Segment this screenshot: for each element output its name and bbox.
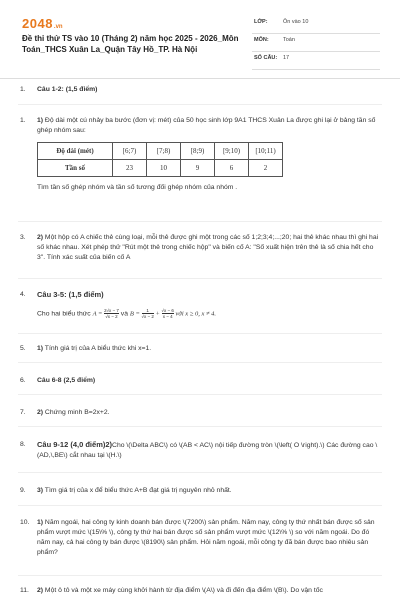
question-part-label: 2) <box>37 234 44 241</box>
math-fraction <box>142 308 154 319</box>
divider <box>18 278 382 279</box>
question-title: Câu 3-5: (1,5 điểm) <box>37 290 104 299</box>
site-logo[interactable] <box>22 16 63 31</box>
question-text <box>37 233 380 263</box>
question-2 <box>20 116 380 193</box>
math-condition: với x ≥ 0, x ≠ 4. <box>173 310 217 318</box>
meta-key: SỐ CÂU: <box>254 55 278 61</box>
math-connector: và <box>118 310 130 318</box>
divider <box>18 333 382 334</box>
question-5 <box>20 344 380 354</box>
meta-value: Toán <box>283 37 295 43</box>
math-fraction <box>104 308 119 319</box>
math-operator: + <box>153 310 162 318</box>
question-11 <box>20 586 380 596</box>
meta-key: LỚP: <box>254 19 268 25</box>
meta-row-class <box>252 16 380 34</box>
question-number: 5. <box>20 345 26 352</box>
question-body: Một hộp có A chiếc thẻ cùng loại, mỗi thẻ được ghi một trong các số 1;2;3;4;...;20; hai thẻ khác nhau thì ghi hai số khác nhau. Xét phép thử "Rút một thẻ trong chiếc hộp" và biến cố A: "Số xuất hiện trên thẻ là số chia hết cho 3". Tính xác suất của biến cố A <box>37 234 379 261</box>
logo-number: 2048 <box>22 16 53 31</box>
divider <box>18 426 382 427</box>
table-cell: [9;10) <box>215 143 249 160</box>
question-part-label: 1) <box>37 117 44 124</box>
question-text <box>37 344 380 354</box>
table-cell: [6;7) <box>113 143 147 160</box>
meta-row-count <box>252 52 380 70</box>
question-body: Tìm giá trị của x để biểu thức A+B đạt giá trị nguyên nhỏ nhất. <box>43 487 232 494</box>
fraction-denominator: x − 4 <box>162 314 173 319</box>
question-text <box>37 308 380 319</box>
question-number: 3. <box>20 234 26 241</box>
question-number: 1. <box>20 86 26 93</box>
math-b-label: B = <box>129 310 142 318</box>
table-row <box>38 143 283 160</box>
table-header-frequency: Tần số <box>38 160 113 177</box>
question-body: Chứng minh B=2x+2. <box>43 409 110 416</box>
question-text: Câu 1-2: (1,5 điểm) <box>37 86 98 93</box>
question-number: 8. <box>20 441 26 448</box>
question-1 <box>20 85 380 95</box>
frequency-table <box>37 142 283 177</box>
fraction-numerator: √x − 6 <box>161 308 174 313</box>
fraction-numerator: 1 <box>142 308 154 314</box>
table-cell: [10;11) <box>249 143 283 160</box>
question-intro: Độ dài một cú nhảy ba bước (đơn vị: mét) của 50 học sinh lớp 9A1 THCS Xuân La được ghi lại ở bảng tần số ghép nhóm sau: <box>37 117 376 134</box>
table-cell: 6 <box>215 160 249 177</box>
divider <box>18 362 382 363</box>
question-10 <box>20 518 380 558</box>
divider <box>18 575 382 576</box>
fraction-denominator: √x − 2 <box>141 314 154 319</box>
meta-value: 17 <box>283 55 290 61</box>
table-row <box>38 160 283 177</box>
fraction-denominator: √x − 2 <box>105 314 118 319</box>
question-number: 6. <box>20 377 26 384</box>
question-text: Câu 6-8 (2,5 điểm) <box>37 377 96 384</box>
question-text <box>37 440 380 461</box>
exam-title: Đề thi thử TS vào 10 (Tháng 2) năm học 2025 - 2026_Môn Toán_THCS Xuân La_Quận Tây Hồ_TP. Hà Nội <box>22 34 239 54</box>
question-instruction: Tìm tần số ghép nhóm và tần số tương đối ghép nhóm của nhóm . <box>37 184 238 191</box>
meta-key: MÔN: <box>254 37 269 43</box>
table-cell: [8;9) <box>181 143 215 160</box>
question-number: 1. <box>20 117 26 124</box>
table-cell: 23 <box>113 160 147 177</box>
divider <box>18 221 382 222</box>
question-text <box>37 518 380 558</box>
table-header-length: Độ dài (mét) <box>38 143 113 160</box>
question-body: Năm ngoái, hai công ty kinh doanh bán được \(7200\) sản phẩm. Năm nay, công ty thứ nhất bán được số sản phẩm vượt mức \(15\% \), công ty thứ hai bán được số sản phẩm vượt mức \(12\% \) so với năm ngoái. Do đó năm nay, cả hai công ty bán được \(8190\) sản phẩm. Hỏi năm ngoái, mỗi công ty đã bán được bao nhiêu sản phẩm? <box>37 519 375 556</box>
question-part-label: 2) <box>37 409 44 416</box>
question-9 <box>20 486 380 496</box>
divider <box>18 394 382 395</box>
question-8 <box>20 440 380 461</box>
question-part-label: Câu 9-12 (4,0 điểm)2) <box>37 440 113 449</box>
fraction-numerator: 2√x − 7 <box>104 308 119 313</box>
table-cell: 10 <box>147 160 181 177</box>
question-text <box>37 586 380 596</box>
question-part-label: 2) <box>37 587 44 594</box>
question-text <box>37 116 380 136</box>
question-number: 4. <box>20 291 26 298</box>
question-3 <box>20 233 380 263</box>
question-part-label: 1) <box>37 345 44 352</box>
question-part-label: 3) <box>37 487 44 494</box>
table-cell: 9 <box>181 160 215 177</box>
question-number: 7. <box>20 409 26 416</box>
question-number: 9. <box>20 487 26 494</box>
question-text <box>37 486 380 496</box>
meta-value: Ôn vào 10 <box>283 19 309 25</box>
table-cell: [7;8) <box>147 143 181 160</box>
meta-row-subject <box>252 34 380 52</box>
table-cell: 2 <box>249 160 283 177</box>
divider <box>18 104 382 105</box>
divider <box>18 472 382 473</box>
math-fraction <box>162 308 174 319</box>
question-intro: Cho hai biểu thức <box>37 310 93 318</box>
math-a-label: A = <box>92 310 105 318</box>
question-text <box>37 408 380 418</box>
divider <box>18 505 382 506</box>
question-number: 10. <box>20 519 30 526</box>
page-header <box>0 0 400 79</box>
logo-tld: .vn <box>53 24 63 30</box>
question-4 <box>20 290 380 319</box>
question-body: Cho \(\Delta ABC\) có \(AB < AC\) nội tiếp đường tròn \(\left( O \right).\) Các đường cao \(AD,\,BE\) cắt nhau tại \(H.\) <box>37 442 378 459</box>
question-6 <box>20 376 380 386</box>
question-body: Tính giá trị của A biểu thức khi x=1. <box>43 345 152 352</box>
question-body: Một ô tô và một xe máy cùng khởi hành từ địa điểm \(A\) và đi đến địa điểm \(B\). Do vận tốc <box>43 587 323 594</box>
question-part-label: 1) <box>37 519 44 526</box>
exam-meta <box>252 16 380 70</box>
question-number: 11. <box>20 587 29 594</box>
question-7 <box>20 408 380 418</box>
